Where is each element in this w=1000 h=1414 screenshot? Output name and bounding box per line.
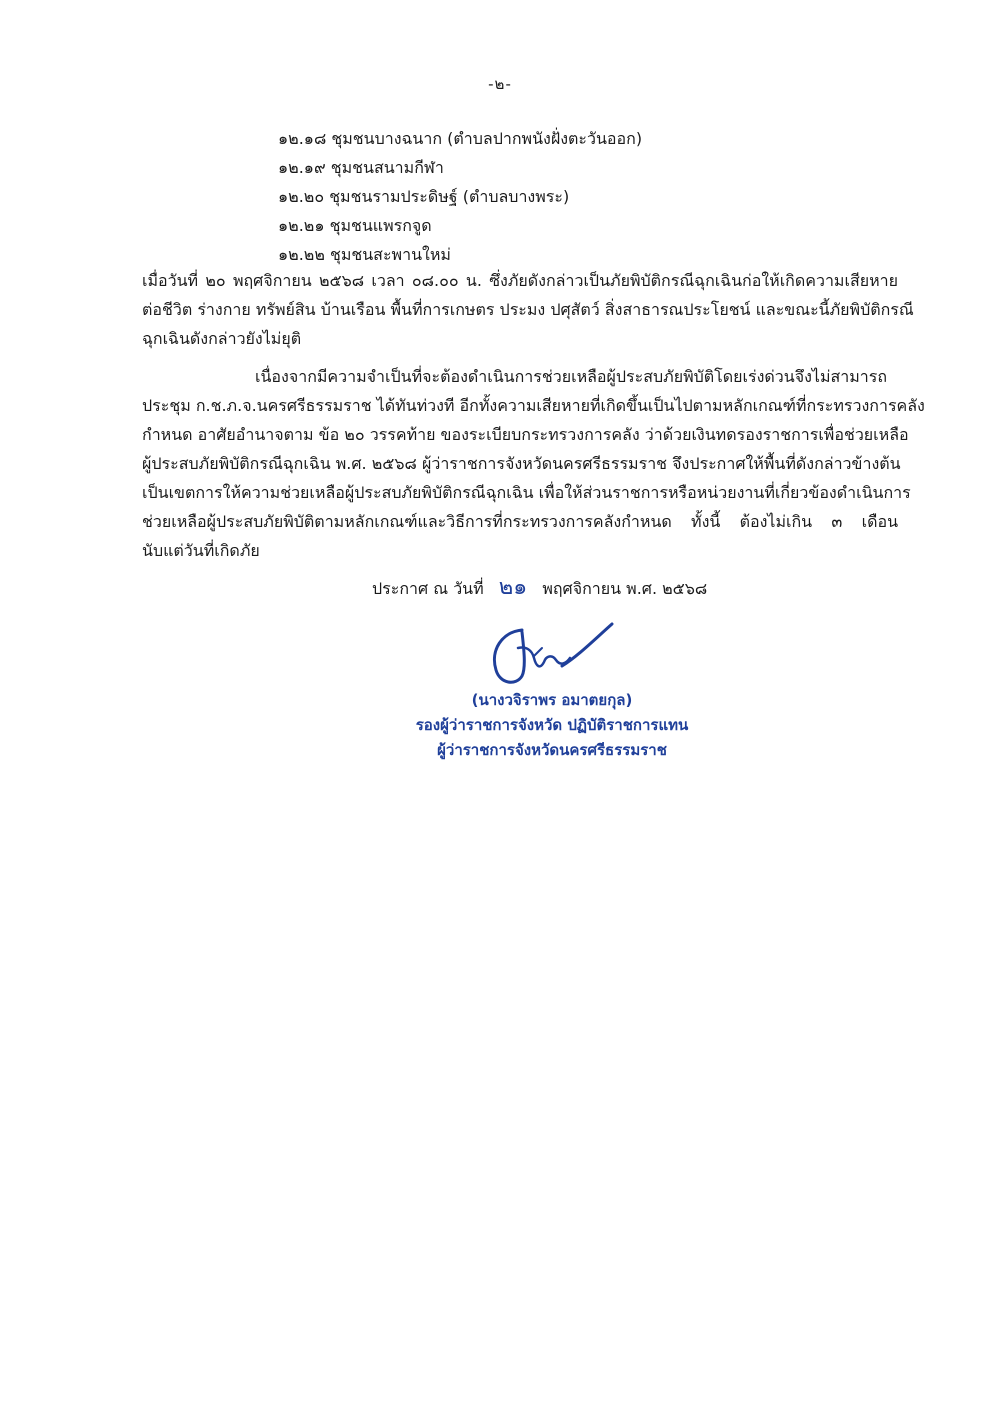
community-list [278,124,898,269]
paragraph-line: เป็นเขตการให้ความช่วยเหลือผู้ประสบภัยพิบัติกรณีฉุกเฉิน เพื่อให้ส่วนราชการหรือหน่วยงานที่เกี่ยวข้องดำเนินการ [142,483,911,502]
list-item: ๑๒.๒๐ ชุมชนรามประดิษฐ์ (ตำบลบางพระ) [278,187,570,206]
paragraph-line: ช่วยเหลือผู้ประสบภัยพิบัติตามหลักเกณฑ์และวิธีการที่กระทรวงการคลังกำหนด ทั้งนี้ ต้องไม่เกิน ๓ เดือน [142,512,898,531]
paragraph-line: ต่อชีวิต ร่างกาย ทรัพย์สิน บ้านเรือน พื้นที่การเกษตร ประมง ปศุสัตว์ สิ่งสาธารณประโยชน์ และขณะนี้ภัยพิบัติกรณี [142,300,914,319]
signatory-block [372,688,732,763]
list-item: ๑๒.๑๙ ชุมชนสนามกีฬา [278,158,444,177]
paragraph-line: ฉุกเฉินดังกล่าวยังไม่ยุติ [142,329,302,348]
announcement-prefix: ประกาศ ณ วันที่ [372,579,484,598]
signatory-position: ผู้ว่าราชการจังหวัดนครศรีธรรมราช [437,741,667,759]
list-item: ๑๒.๑๘ ชุมชนบางฉนาก (ตำบลปากพนังฝั่งตะวันออก) [278,129,643,148]
handwritten-signature [482,610,622,700]
list-item: ๑๒.๒๒ ชุมชนสะพานใหม่ [278,245,451,264]
declaration-paragraph [142,362,925,565]
page-number: -๒- [488,75,512,93]
announcement-date [372,573,707,603]
paragraph-line: ประชุม ก.ช.ภ.จ.นครศรีธรรมราช ได้ทันท่วงที อีกทั้งความเสียหายที่เกิดขึ้นเป็นไปตามหลักเกณฑ์ที่กระทรวงการคลัง [142,396,925,415]
paragraph-line: ผู้ประสบภัยพิบัติกรณีฉุกเฉิน พ.ศ. ๒๕๖๘ ผู้ว่าราชการจังหวัดนครศรีธรรมราช จึงประกาศให้พื้นที่ดังกล่าวข้างต้น [142,454,901,473]
announcement-month-year: พฤศจิกายน พ.ศ. ๒๕๖๘ [542,579,708,598]
paragraph-line: เนื่องจากมีความจำเป็นที่จะต้องดำเนินการช่วยเหลือผู้ประสบภัยพิบัติโดยเร่งด่วนจึงไม่สามารถ [255,367,888,386]
paragraph-line: กำหนด อาศัยอำนาจตาม ข้อ ๒๐ วรรคท้าย ของระเบียบกระทรวงการคลัง ว่าด้วยเงินทดรองราชการเพื่อช่วยเหลือ [142,425,909,444]
signatory-position: รองผู้ว่าราชการจังหวัด ปฏิบัติราชการแทน [415,716,689,734]
announcement-day: ๒๑ [498,575,528,600]
list-item: ๑๒.๒๑ ชุมชนแพรกจูด [278,216,432,235]
paragraph-line: นับแต่วันที่เกิดภัย [142,541,260,560]
paragraph-line: เมื่อวันที่ ๒๐ พฤศจิกายน ๒๕๖๘ เวลา ๐๘.๐๐ น. ซึ่งภัยดังกล่าวเป็นภัยพิบัติกรณีฉุกเฉินก่อให้เกิดความเสียหาย [142,271,898,290]
incident-paragraph [142,266,914,353]
signatory-name: (นางวจิราพร อมาตยกุล) [471,691,633,709]
